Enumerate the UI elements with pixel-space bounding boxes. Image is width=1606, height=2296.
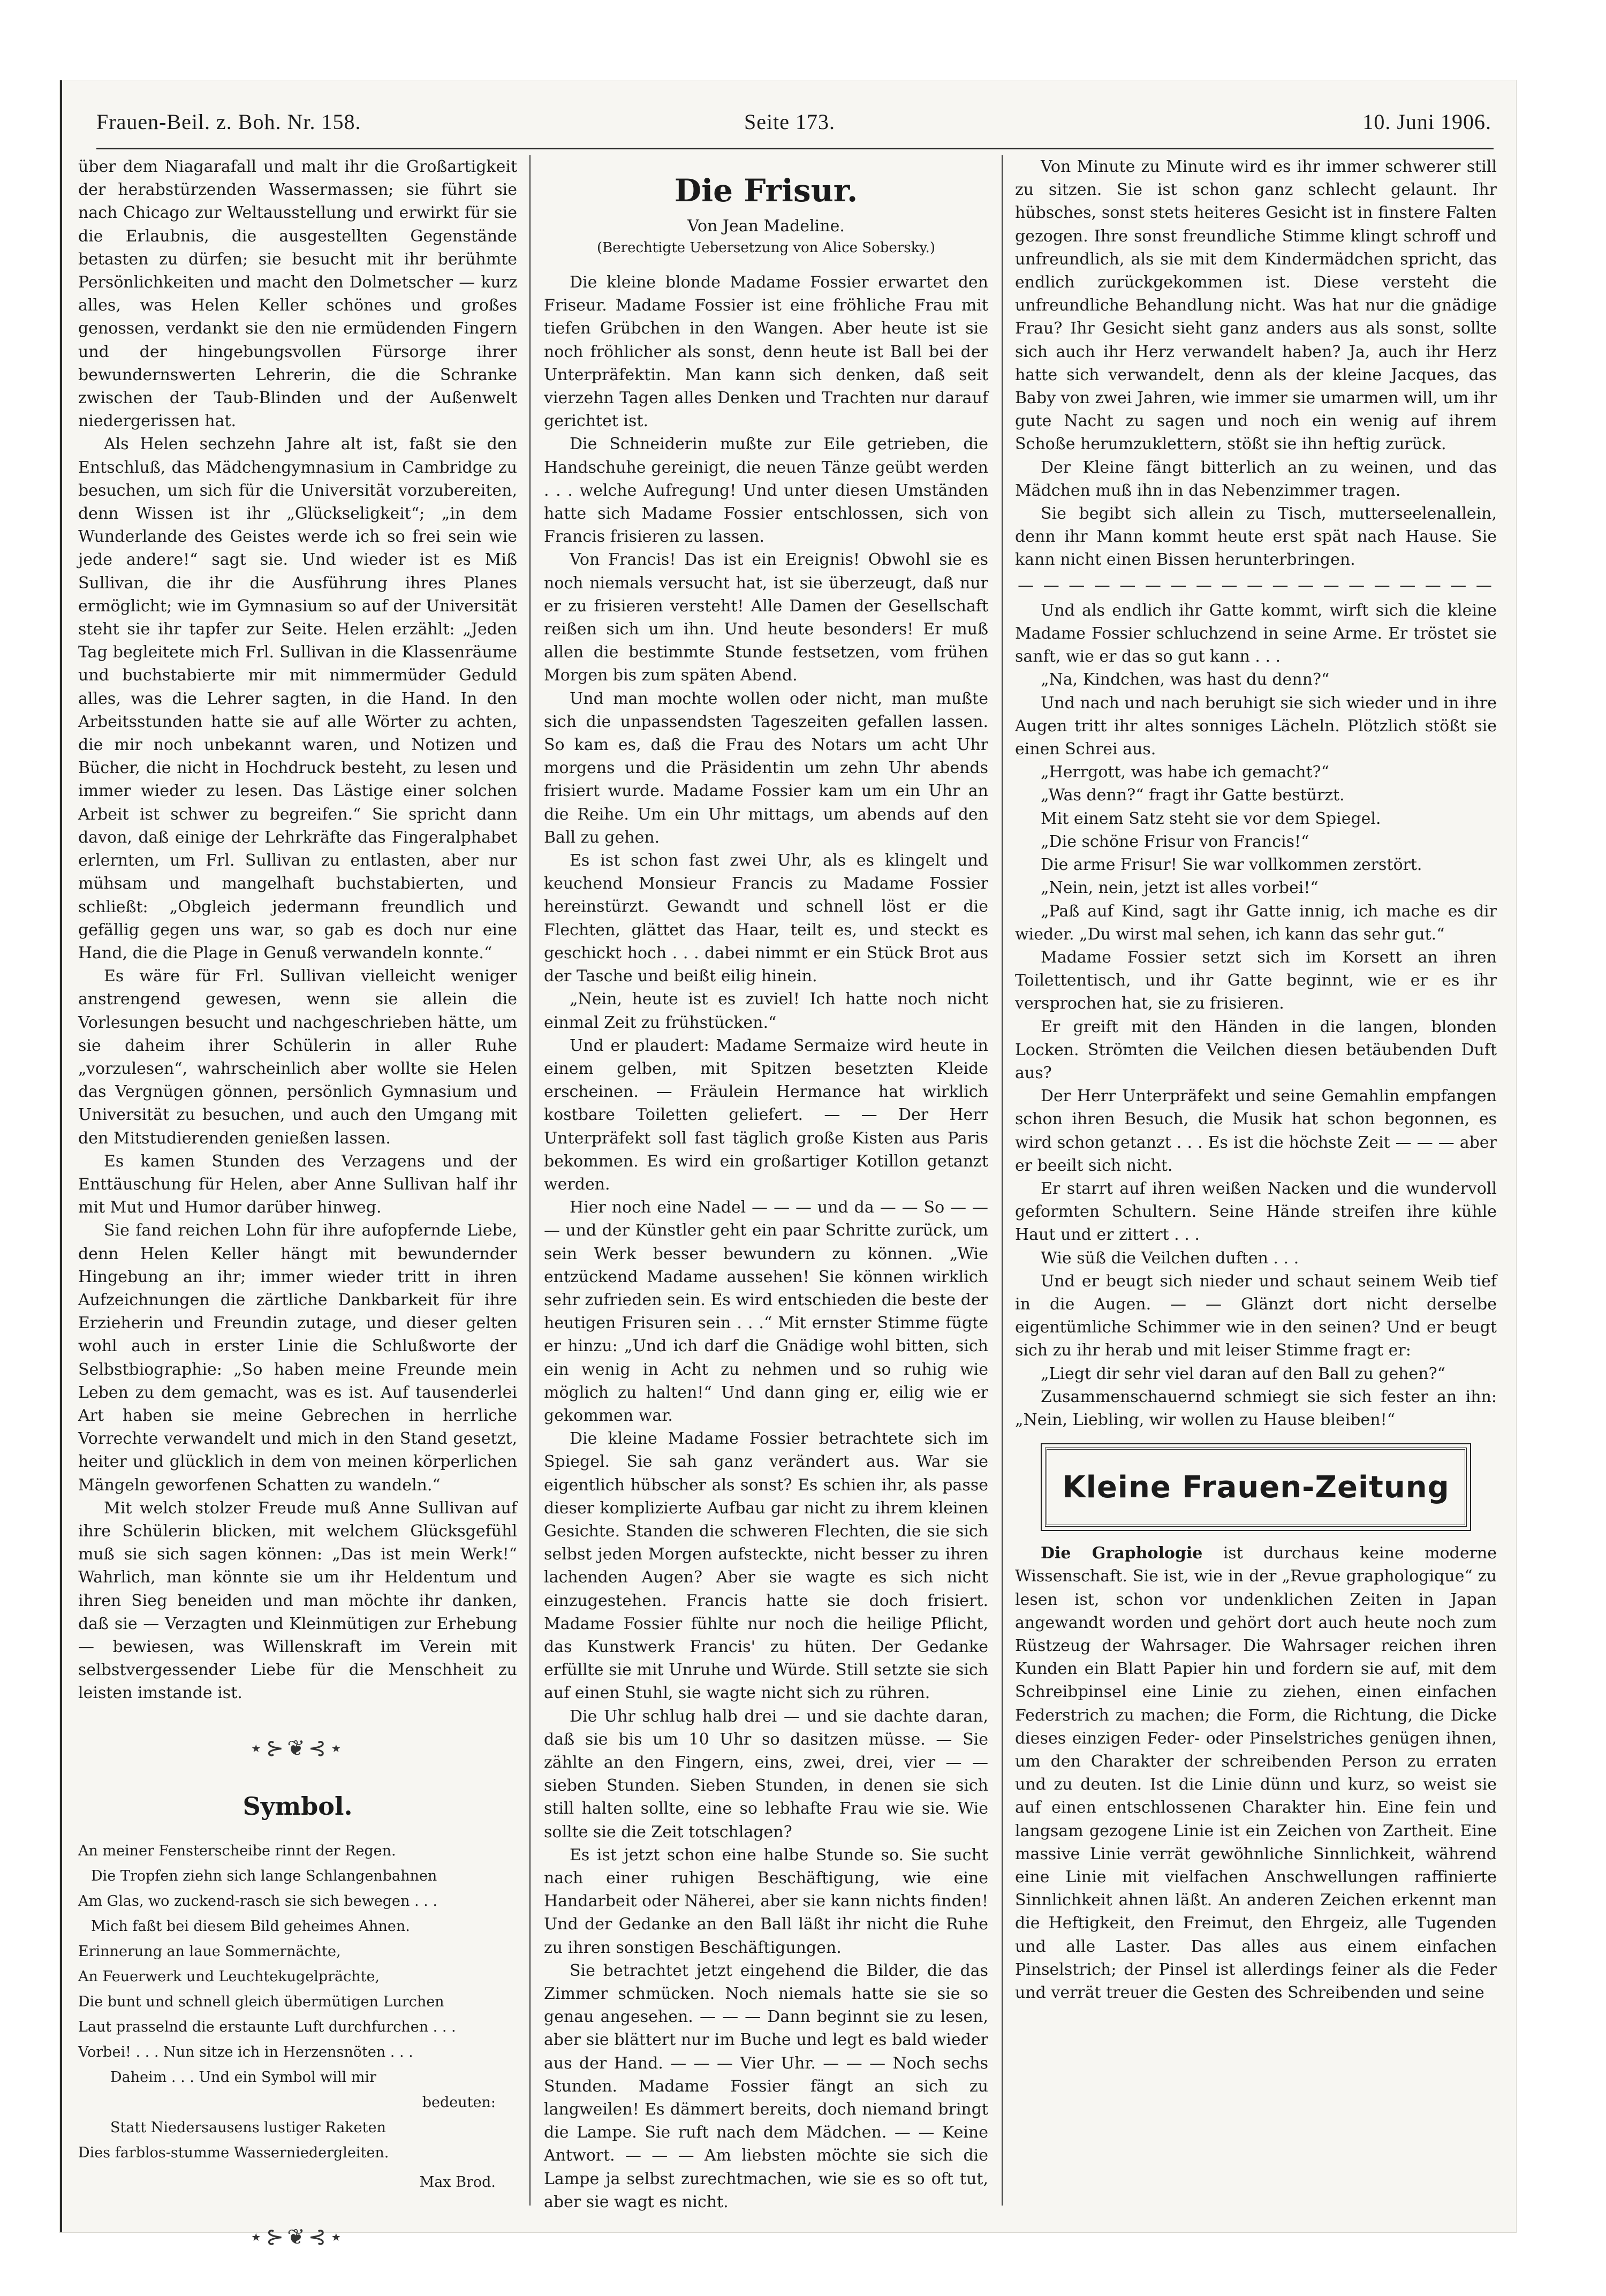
story-paragraph: „Liegt dir sehr viel daran auf den Ball zu gehen?“ xyxy=(1041,1364,1445,1383)
story-paragraph: Er greift mit den Händen in die langen, blonden Locken. Strömten die Veilchen diesen betäubenden Duft aus? xyxy=(1015,1017,1497,1082)
story-paragraph: „Nein, heute ist es zuviel! Ich hatte noch nicht einmal Zeit zu frühstücken.“ xyxy=(544,990,988,1032)
poem-line: Daheim . . . Und ein Symbol will mir xyxy=(110,2068,376,2086)
column-left xyxy=(78,155,517,2250)
story-paragraph: Die kleine Madame Fossier betrachtete sich im Spiegel. Sie sah ganz verändert aus. War sie eigentlich hübscher als sonst? Es schien ihr, als passe dieser komplizierte Aufbau gar nicht zu ihrem kleinen Gesichte. Standen die schweren Flechten, die sie sich selbst jeden Morgen aufsteckte, nicht besser zu ihren lachenden Augen? Aber sie wagte es sich nicht einzugestehen. Francis hatte sie doch frisiert. Madame Fossier fühlte nur noch die heilige Pflicht, das Kunstwerk Francis' zu hüten. Der Gedanke erfüllte sie mit Unruhe und Würde. Still setzte sie sich auf einen Stuhl, sie wagte nicht sich zu rühren. xyxy=(544,1429,988,1703)
story-paragraph: Sie betrachtet jetzt eingehend die Bilder, die das Zimmer schmücken. Noch niemals hatte sie sie so genau angesehen. — — — Dann beginnt sie zu lesen, aber sie blättert nur im Buche und legt es bald wieder aus der Hand. — — — Vier Uhr. — — — Noch sechs Stunden. Madame Fossier fängt an sich zu langweilen! Es dämmert bereits, doch niemand bringt die Lampe. Sie ruft nach dem Mädchen. — — Keine Antwort. — — — Am liebsten möchte sie sich die Lampe ja selbst zurechtmachen, wie sie es so oft tut, aber sie wagt es nicht. xyxy=(544,1961,988,2211)
story-paragraph: Madame Fossier setzt sich im Korsett an ihren Toilettentisch, und ihr Gatte beginnt, wie er es ihr versprochen hat, sie zu frisieren. xyxy=(1015,948,1497,1013)
dash-separator: — — — — — — — — — — — — — — — — — — — xyxy=(1018,575,1494,595)
story-paragraph: Hier noch eine Nadel — — — und da — — So — — — und der Künstler geht ein paar Schritte zurück, um sein Werk besser bewundern zu können. „Wie entzückend Madame aussehen! Sie können wirklich sehr zufrieden sein. Es wird entschieden die beste der heutigen Frisuren sein . . .“ Mit ernster Stimme fügte er hinzu: „Und ich darf die Gnädige wohl bitten, sich ein wenig in Acht zu nehmen und so ruhig wie möglich zu halten!“ Und dann ging er, eilig wie er gekommen war. xyxy=(544,1198,988,1425)
poem-title: Symbol. xyxy=(243,1791,353,1821)
poem-line: Erinnerung an laue Sommernächte, xyxy=(78,1943,341,1960)
story-title: Die Frisur. xyxy=(674,172,858,209)
poem-line: Am Glas, wo zuckend-rasch sie sich bewegen . . . xyxy=(78,1892,437,1909)
story-paragraph: „Die schöne Frisur von Francis!“ xyxy=(1041,832,1309,851)
column-right xyxy=(1015,155,1497,2206)
story-paragraph: „Nein, nein, jetzt ist alles vorbei!“ xyxy=(1041,878,1319,898)
story-paragraph: Von Francis! Das ist ein Ereignis! Obwohl sie es noch niemals versucht hat, ist sie überzeugt, daß nur er zu frisieren versteht! Alle Damen der Gesellschaft reißen sich um ihn. Und heute besonders! Er muß allen die bestimmte Stunde festsetzen, vom frühen Morgen bis zum späten Abend. xyxy=(544,550,988,685)
page-header xyxy=(96,102,1510,140)
article-paragraph: über dem Niagarafall und malt ihr die Großartigkeit der herabstürzenden Wassermassen; sie führt sie nach Chicago zur Weltausstellung und erwirkt für sie die Erlaubnis, die ausgestellten Gegenstände betasten zu dürfen; sie besucht mit ihr berühmte Persönlichkeiten und macht den Dolmetscher — kurz alles, was Helen Keller schönes und großes genossen, verdankt sie den nie ermüdenden Fingern und der hingebungsvollen Fürsorge ihrer bewundernswerten Lehrerin, die die Schranke zwischen der Taub-Blinden und der Außenwelt niedergerissen hat. xyxy=(78,157,517,431)
story-paragraph: Und er beugt sich nieder und schaut seinem Weib tief in die Augen. — — Glänzt dort nicht derselbe eigentümliche Schimmer wie in den seinen? Und er beugt sich zu ihr herab und mit leiser Stimme fragt er: xyxy=(1015,1271,1497,1360)
poem-line: bedeuten: xyxy=(422,2094,496,2111)
newspaper-page xyxy=(60,80,1516,2250)
poem-author: Max Brod. xyxy=(419,2173,496,2191)
story-paragraph: Die kleine blonde Madame Fossier erwartet den Friseur. Madame Fossier ist eine fröhliche Frau mit tiefen Grübchen in den Wangen. Aber heute ist sie noch fröhlicher als sonst, denn heute ist Ball bei der Unterpräfektin. Man kann sich denken, daß seit vierzehn Tagen alles Denken und Trachten nur darauf gerichtet ist. xyxy=(544,273,988,431)
column-divider xyxy=(529,155,531,2206)
story-paragraph: Es ist jetzt schon eine halbe Stunde so. Sie sucht nach einer ruhigen Beschäftigung, wie eine Handarbeit oder Näherei, aber sie kann nichts finden! Und der Gedanke an den Ball läßt ihr nicht die Ruhe zu ihren sonstigen Beschäftigungen. xyxy=(544,1845,988,1957)
poem-line: Dies farblos-stumme Wasserniedergleiten. xyxy=(78,2144,389,2161)
story-paragraph: Von Minute zu Minute wird es ihr immer schwerer still zu sitzen. Sie ist schon ganz schlecht gelaunt. Ihr hübsches, sonst stets heiteres Gesicht ist in finstere Falten gezogen. Ihre sonst freundliche Stimme klingt schroff und unfreundlich, als sie mit dem Kindermädchen spricht, das endlich zurückgekommen ist. Diese versteht die unfreundliche Behandlung nicht. Was hat nur die gnädige Frau? Ihr Gesicht sieht ganz anders aus als sonst, sollte sich auch ihr Herz verwandelt haben? Ja, auch ihr Herz hatte sich verwandelt, denn als der kleine Jacques, das Baby von zwei Jahren, wie immer sie umarmen will, um ihr gute Nacht zu sagen und noch ein wenig auf ihrem Schoße herumzuklettern, stößt sie ihn heftig zurück. xyxy=(1015,157,1497,454)
poem-line: An Feuerwerk und Leuchtekugelprächte, xyxy=(78,1968,380,1985)
poem-line: An meiner Fensterscheibe rinnt der Regen. xyxy=(78,1842,396,1859)
story-paragraph: „Was denn?“ fragt ihr Gatte bestürzt. xyxy=(1041,786,1345,805)
publication-info: Frauen-Beil. z. Boh. Nr. 158. xyxy=(96,110,361,134)
story-paragraph: Er starrt auf ihren weißen Nacken und die wundervoll geformten Schultern. Seine Hände streifen ihre kühle Haut und er zittert . . . xyxy=(1015,1179,1497,1245)
article-paragraph: Es kamen Stunden des Verzagens und der Enttäuschung für Helen, aber Anne Sullivan half ihr mit Mut und Humor darüber hinweg. xyxy=(78,1151,517,1217)
story-byline: Von Jean Madeline. xyxy=(687,217,845,236)
story-paragraph: Und man mochte wollen oder nicht, man mußte sich die unpassendsten Tageszeiten gefallen lassen. So kam es, daß die Frau des Notars um acht Uhr morgens und die Präsidentin um zehn Uhr abends frisiert wurde. Madame Fossier kam um ein Uhr an die Reihe. Um ein Uhr mittags, um abends auf den Ball zu gehen. xyxy=(544,689,988,847)
article-paragraph: Es wäre für Frl. Sullivan vielleicht weniger anstrengend gewesen, wenn sie allein die Vorlesungen besucht und nachgeschrieben hätte, um sie daheim ihrer Schülerin in aller Ruhe „vorzulesen“, wahrscheinlich aber wollte sie Helen das Vergnügen gönnen, persönlich Gymnasium und Universität zu besuchen, und auch den Umgang mit den Mitstudierenden genießen lassen. xyxy=(78,967,517,1148)
story-paragraph: Der Kleine fängt bitterlich an zu weinen, und das Mädchen muß ihn in das Nebenzimmer tragen. xyxy=(1015,458,1497,500)
column-middle xyxy=(544,155,988,2211)
story-paragraph: Der Herr Unterpräfekt und seine Gemahlin empfangen schon ihren Besuch, die Musik hat schon begonnen, es wird schon getanzt . . . Es ist die höchste Zeit — — — aber er beeilt sich nicht. xyxy=(1015,1087,1497,1175)
poem-line: Mich faßt bei diesem Bild geheimes Ahnen. xyxy=(91,1918,410,1935)
news-text: ist durchaus keine moderne Wissenschaft. Sie ist, wie in der „Revue graphologique“ zu lesen ist, schon vor undenklichen Zeiten in Japan angewandt worden und gehört dort auch heute noch zum Rüstzeug der Wahrsager. Die Wahrsager reichen ihren Kunden ein Blatt Papier hin und fordern sie auf, mit dem Schreibpinsel eine Linie zu ziehen, einen einfachen Federstrich zu machen; die Form, die Richtung, die Dicke dieses einzigen Feder- oder Pinselstriches genügen ihnen, um den Charakter der schreibenden Person zu erraten und zu deuten. Ist die Linie dünn und kurz, so weist sie auf einen entschlossenen Charakter hin. Eine fein und langsam gezogene Linie ist ein Zeichen von Zartheit. Eine massive Linie verrät gewöhnliche Sinnlichkeit, während eine Linie mit vielfachen Anschwellungen raffinierte Sinnlichkeit ahnen läßt. An anderen Zeichen erkennt man die Heftigkeit, den Freimut, den Ehrgeiz, alle Tugenden und alle Laster. Das alles aus einem einfachen Pinselstrich; der Pinsel ist allerdings feiner als die Feder und verrät treuer die Gesten des Schreibenden und seine xyxy=(1015,1544,1497,2003)
poem-line: Die Tropfen ziehn sich lange Schlangenbahnen xyxy=(91,1867,437,1884)
story-paragraph: Und nach und nach beruhigt sie sich wieder und in ihre Augen tritt ihr altes sonniges Lächeln. Plötzlich stößt sie einen Schrei aus. xyxy=(1015,693,1497,759)
poem-line: Statt Niedersausens lustiger Raketen xyxy=(110,2119,386,2136)
story-paragraph: Und als endlich ihr Gatte kommt, wirft sich die kleine Madame Fossier schluchzend in seine Arme. Er tröstet sie sanft, wie er das so gut kann . . . xyxy=(1015,601,1497,666)
story-paragraph: „Herrgott, was habe ich gemacht?“ xyxy=(1041,763,1329,782)
story-paragraph: Die Uhr schlug halb drei — und sie dachte daran, daß sie bis um 10 Uhr so dasitzen müsse. — Sie zählte an den Fingern, eins, zwei, drei, vier — — sieben Stunden. Sieben Stunden, in denen sie sich still halten sollte, eine so lebhafte Frau wie sie. Wie sollte sie die Zeit totschlagen? xyxy=(544,1707,988,1842)
article-paragraph: Als Helen sechzehn Jahre alt ist, faßt sie den Entschluß, das Mädchengymnasium in Cambridge zu besuchen, um sich für die Universität vorzubereiten, denn Wissen ist ihr „Glückseligkeit“; „in dem Wunderlande des Geistes werde ich so frei sein wie jede andere!“ sagt sie. Und wieder ist es Miß Sullivan, die ihr die Ausführung ihres Planes ermöglicht; wie im Gymnasium so auf der Universität steht sie ihr tapfer zur Seite. Helen erzählt: „Jeden Tag begleitete mich Frl. Sullivan in die Klassenräume und buchstabierte mir mit nimmermüder Geduld alles, was die Lehrer sagten, in die Hand. In den Arbeitsstunden hatte sie auf alle Wörter zu achten, die mir noch unbekannt waren, und Notizen und Bücher, die nicht in Hochdruck besteht, zu lesen und immer wieder zu lesen. Das Lästige einer solchen Arbeit ist schwer zu begreifen.“ Sie spricht dann davon, daß einige der Lehrkräfte das Fingeralphabet erlernten, um Frl. Sullivan zu entlasten, aber nur mühsam und mangelhaft buchstabierten, und schließt: „Obgleich jedermann freundlich und gefällig gegen uns war, so gab es doch nur eine Hand, die die Plage in Genuß verwandeln konnte.“ xyxy=(78,435,517,963)
news-lead: Die Graphologie xyxy=(1041,1544,1203,1563)
poem xyxy=(78,1838,517,2165)
column-divider xyxy=(1002,155,1003,2206)
article-paragraph: Sie fand reichen Lohn für ihre aufopfernde Liebe, denn Helen Keller hängt mit bewundernder Hingebung an ihr; immer wieder tritt in ihren Aufzeichnungen die zärtliche Dankbarkeit für ihre Erzieherin und Freundin zutage, und dieser gelten wohl auch in erster Linie die Schlußworte der Selbstbiographie: „So haben meine Freunde mein Leben zu dem gemacht, was es ist. Auf tausenderlei Art haben sie meine Gebrechen in herrliche Vorrechte verwandelt und mich in den Stand gesetzt, heiter und glücklich in dem von meinen körperlichen Mängeln geworfenen Schatten zu wandeln.“ xyxy=(78,1221,517,1495)
page-number: Seite 173. xyxy=(744,110,835,134)
story-paragraph: Die arme Frisur! Sie war vollkommen zerstört. xyxy=(1041,855,1422,875)
story-paragraph: Und er plaudert: Madame Sermaize wird heute in einem gelben, mit Spitzen besetzten Kleide erscheinen. — Fräulein Hermance hat wirklich kostbare Toiletten geliefert. — — Der Herr Unterpräfekt soll fast täglich große Kisten aus Paris bekommen. Es wird ein großartiger Kotillon getanzt werden. xyxy=(544,1036,988,1194)
story-paragraph: Zusammenschauernd schmiegt sie sich fester an ihn: „Nein, Liebling, wir wollen zu Hause bleiben!“ xyxy=(1015,1387,1497,1429)
poem-line: Die bunt und schnell gleich übermütigen Lurchen xyxy=(78,1993,444,2010)
ornament-divider: ⋆⊱❦⊰⋆ xyxy=(249,2225,346,2250)
news-item xyxy=(1015,1542,1497,2004)
story-paragraph: Mit einem Satz steht sie vor dem Spiegel. xyxy=(1041,809,1381,828)
story-paragraph: Es ist schon fast zwei Uhr, als es klingelt und keuchend Monsieur Francis zu Madame Fossier hereinstürzt. Gewandt und schnell löst er die Flechten, glättet das Haar, teilt es, und steckt es geschickt hoch . . . dabei nimmt er ein Stück Brot aus der Tasche und beißt eilig hinein. xyxy=(544,851,988,986)
article-paragraph: Mit welch stolzer Freude muß Anne Sullivan auf ihre Schülerin blicken, mit welchem Glücksgefühl muß sie sich sagen können: „Das ist mein Werk!“ Wahrlich, man könnte sie um ihr Heldentum und ihren Sieg beneiden und man möchte ihr danken, daß sie — Verzagten und Kleinmütigen zur Erhebung — bewiesen, was Willenskraft im Verein mit selbstvergessender Liebe für die Menschheit zu leisten imstande ist. xyxy=(78,1498,517,1703)
story-paragraph: Wie süß die Veilchen duften . . . xyxy=(1041,1248,1299,1268)
story-paragraph: Sie begibt sich allein zu Tisch, mutterseelenallein, denn ihr Mann kommt heute erst spät nach Hause. Sie kann nicht einen Bissen herunterbringen. xyxy=(1015,504,1497,570)
issue-date: 10. Juni 1906. xyxy=(1362,110,1491,134)
story-paragraph: „Na, Kindchen, was hast du denn?“ xyxy=(1041,670,1330,689)
poem-line: Laut prasselnd die erstaunte Luft durchfurchen . . . xyxy=(78,2018,456,2035)
header-rule xyxy=(96,148,1494,149)
section-heading: Kleine Frauen-Zeitung xyxy=(1062,1469,1450,1505)
poem-line: Vorbei! . . . Nun sitze ich in Herzensnöten . . . xyxy=(78,2043,413,2060)
translation-note: (Berechtigte Uebersetzung von Alice Sobersky.) xyxy=(597,240,935,256)
ornament-divider: ⋆⊱❦⊰⋆ xyxy=(249,1736,346,1761)
story-paragraph: Die Schneiderin mußte zur Eile getrieben, die Handschuhe gereinigt, die neuen Tänze geübt werden . . . welche Aufregung! Und unter diesen Umständen hatte sich Madame Fossier entschlossen, sich von Francis frisieren zu lassen. xyxy=(544,435,988,547)
story-paragraph: „Paß auf Kind, sagt ihr Gatte innig, ich mache es dir wieder. „Du wirst mal sehen, ich kann das sehr gut.“ xyxy=(1015,901,1497,944)
section-heading-box xyxy=(1045,1448,1467,1527)
